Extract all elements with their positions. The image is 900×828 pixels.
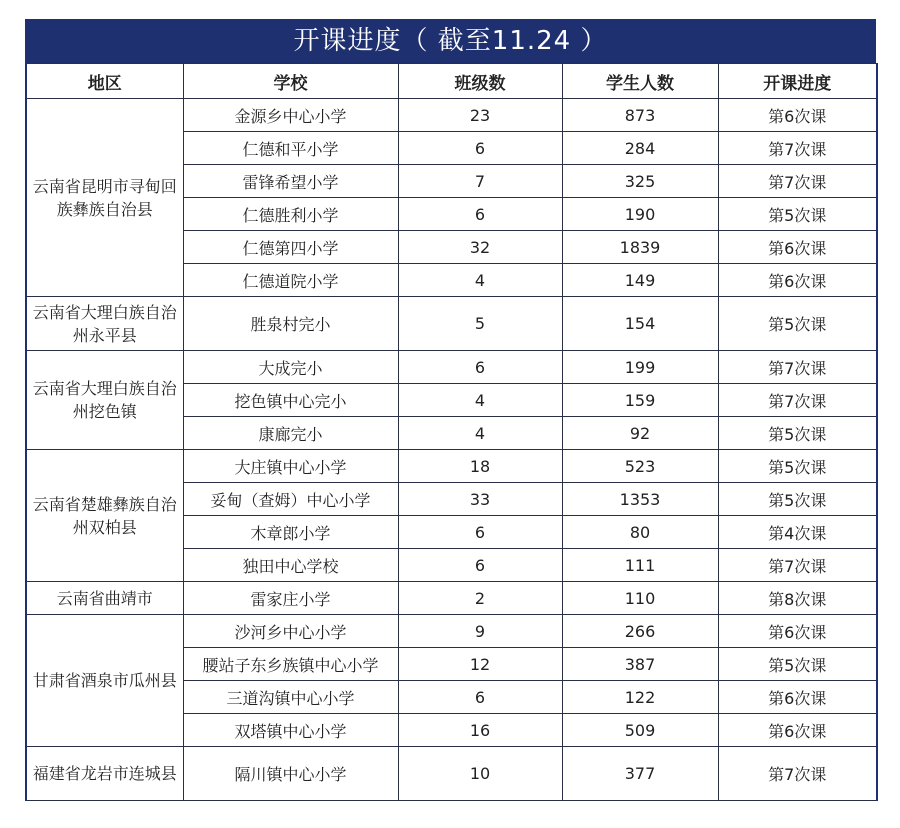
students-cell: 377 [562,747,718,801]
progress-cell: 第6次课 [718,714,877,747]
students-cell: 154 [562,297,718,351]
school-cell: 三道沟镇中心小学 [183,681,398,714]
progress-cell: 第5次课 [718,648,877,681]
students-cell: 111 [562,549,718,582]
students-cell: 122 [562,681,718,714]
school-cell: 康廊完小 [183,417,398,450]
students-cell: 1353 [562,483,718,516]
classes-cell: 32 [398,231,562,264]
table-row [26,747,877,801]
school-cell: 双塔镇中心小学 [183,714,398,747]
classes-cell: 4 [398,417,562,450]
progress-table-container [25,19,876,801]
classes-cell: 6 [398,516,562,549]
header-region: 地区 [26,64,183,99]
school-cell: 木章郎小学 [183,516,398,549]
progress-cell: 第6次课 [718,615,877,648]
table-row [26,351,877,384]
classes-cell: 33 [398,483,562,516]
students-cell: 190 [562,198,718,231]
progress-cell: 第6次课 [718,231,877,264]
students-cell: 80 [562,516,718,549]
classes-cell: 16 [398,714,562,747]
school-cell: 仁德胜利小学 [183,198,398,231]
school-cell: 隔川镇中心小学 [183,747,398,801]
classes-cell: 4 [398,384,562,417]
progress-table [25,63,878,801]
students-cell: 159 [562,384,718,417]
classes-cell: 2 [398,582,562,615]
classes-cell: 6 [398,549,562,582]
classes-cell: 6 [398,198,562,231]
students-cell: 387 [562,648,718,681]
region-cell: 云南省楚雄彝族自治州双柏县 [26,450,183,582]
school-cell: 妥甸（查姆）中心小学 [183,483,398,516]
progress-cell: 第5次课 [718,297,877,351]
school-cell: 雷家庄小学 [183,582,398,615]
students-cell: 284 [562,132,718,165]
school-cell: 仁德道院小学 [183,264,398,297]
table-row [26,297,877,351]
school-cell: 大成完小 [183,351,398,384]
students-cell: 110 [562,582,718,615]
school-cell: 仁德第四小学 [183,231,398,264]
progress-cell: 第5次课 [718,483,877,516]
progress-cell: 第6次课 [718,681,877,714]
table-title: 开课进度（ 截至11.24 ） [25,19,876,63]
table-row [26,450,877,483]
school-cell: 腰站子东乡族镇中心小学 [183,648,398,681]
region-cell: 福建省龙岩市连城县 [26,747,183,801]
progress-cell: 第5次课 [718,198,877,231]
students-cell: 149 [562,264,718,297]
progress-cell: 第6次课 [718,264,877,297]
header-school: 学校 [183,64,398,99]
classes-cell: 7 [398,165,562,198]
classes-cell: 6 [398,681,562,714]
school-cell: 挖色镇中心完小 [183,384,398,417]
school-cell: 仁德和平小学 [183,132,398,165]
table-row [26,615,877,648]
header-progress: 开课进度 [718,64,877,99]
progress-cell: 第7次课 [718,132,877,165]
progress-cell: 第7次课 [718,384,877,417]
students-cell: 1839 [562,231,718,264]
students-cell: 523 [562,450,718,483]
school-cell: 沙河乡中心小学 [183,615,398,648]
students-cell: 325 [562,165,718,198]
progress-cell: 第7次课 [718,549,877,582]
classes-cell: 12 [398,648,562,681]
table-row [26,99,877,132]
school-cell: 大庄镇中心小学 [183,450,398,483]
students-cell: 92 [562,417,718,450]
classes-cell: 5 [398,297,562,351]
region-cell: 甘肃省酒泉市瓜州县 [26,615,183,747]
classes-cell: 6 [398,351,562,384]
progress-cell: 第7次课 [718,351,877,384]
header-students: 学生人数 [562,64,718,99]
classes-cell: 10 [398,747,562,801]
progress-cell: 第7次课 [718,747,877,801]
progress-cell: 第8次课 [718,582,877,615]
table-row [26,582,877,615]
students-cell: 873 [562,99,718,132]
students-cell: 509 [562,714,718,747]
progress-cell: 第4次课 [718,516,877,549]
progress-cell: 第5次课 [718,450,877,483]
header-row [26,64,877,99]
region-cell: 云南省昆明市寻甸回族彝族自治县 [26,99,183,297]
region-cell: 云南省大理白族自治州永平县 [26,297,183,351]
progress-cell: 第7次课 [718,165,877,198]
school-cell: 金源乡中心小学 [183,99,398,132]
classes-cell: 9 [398,615,562,648]
classes-cell: 23 [398,99,562,132]
table-body [26,99,877,801]
progress-cell: 第5次课 [718,417,877,450]
students-cell: 199 [562,351,718,384]
header-classes: 班级数 [398,64,562,99]
classes-cell: 18 [398,450,562,483]
table-header [26,64,877,99]
classes-cell: 6 [398,132,562,165]
school-cell: 胜泉村完小 [183,297,398,351]
school-cell: 雷锋希望小学 [183,165,398,198]
region-cell: 云南省大理白族自治州挖色镇 [26,351,183,450]
students-cell: 266 [562,615,718,648]
classes-cell: 4 [398,264,562,297]
school-cell: 独田中心学校 [183,549,398,582]
region-cell: 云南省曲靖市 [26,582,183,615]
progress-cell: 第6次课 [718,99,877,132]
